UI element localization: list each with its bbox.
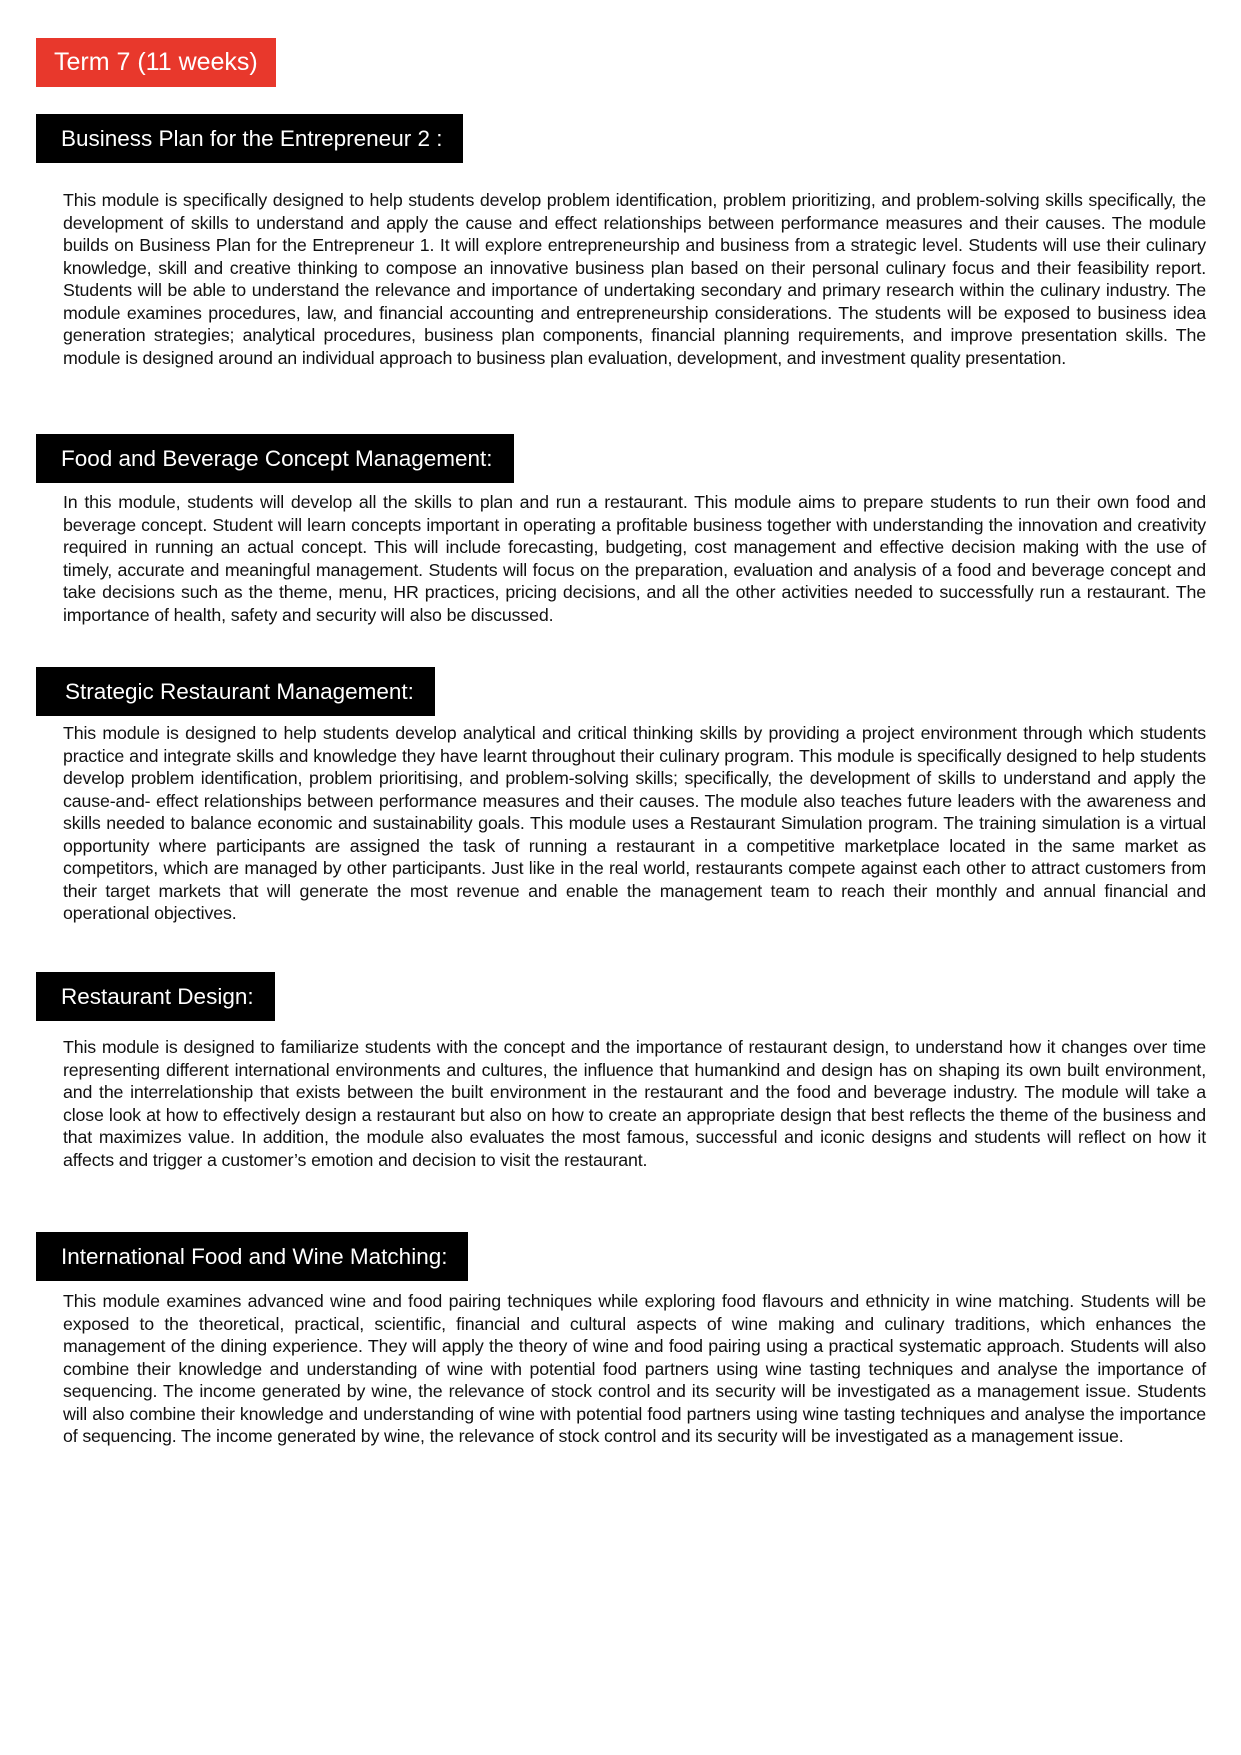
- module-strategic-restaurant: [36, 667, 1206, 925]
- module-description: This module examines advanced wine and food pairing techniques while exploring food flavours and ethnicity in wine matching. Students will be exposed to the theoretical, practical, scientific, financial and cultural aspects of wine making and culinary traditions, which enhances the management of the dining experience. They will apply the theory of wine and food pairing using a practical systematic approach. Students will also combine their knowledge and understanding of wine with potential food partners using wine tasting techniques and analyse the importance of sequencing. The income generated by wine, the relevance of stock control and its security will be investigated as a management issue. Students will also combine their knowledge and understanding of wine with potential food partners using wine tasting techniques and analyse the importance of sequencing. The income generated by wine, the relevance of stock control and its security will be investigated as a management issue.: [63, 1291, 1206, 1446]
- module-description: In this module, students will develop all the skills to plan and run a restaurant. This module aims to prepare students to run their own food and beverage concept. Student will learn concepts important in operating a profitable business together with understanding the innovation and creativity required in running an actual concept. This will include forecasting, budgeting, cost management and effective decision making with the use of timely, accurate and meaningful management. Students will focus on the preparation, evaluation and analysis of a food and beverage concept and take decisions such as the theme, menu, HR practices, pricing decisions, and all the other activities needed to successfully run a restaurant. The importance of health, safety and security will also be discussed.: [63, 492, 1206, 625]
- term-badge: Term 7 (11 weeks): [36, 38, 276, 87]
- module-business-plan: [36, 114, 1206, 369]
- module-title: Restaurant Design:: [36, 972, 275, 1021]
- module-restaurant-design: [36, 972, 1206, 1171]
- module-description: This module is designed to help students develop analytical and critical thinking skills by providing a project environment through which students practice and integrate skills and knowledge they have learnt throughout their culinary program. This module is specifically designed to help students develop problem identification, problem prioritising, and problem-solving skills; specifically, the development of skills to understand and apply the cause-and- effect relationships between performance measures and their causes. The module also teaches future leaders with the awareness and skills needed to balance economic and sustainability goals. This module uses a Restaurant Simulation program. The training simulation is a virtual opportunity where participants are assigned the task of running a restaurant in a competitive marketplace located in the same market as competitors, which are managed by other participants. Just like in the real world, restaurants compete against each other to attract customers from their target markets that will generate the most revenue and enable the management team to reach their monthly and annual financial and operational objectives.: [63, 723, 1206, 923]
- module-title: Strategic Restaurant Management:: [36, 667, 435, 716]
- module-description: This module is designed to familiarize students with the concept and the importance of restaurant design, to understand how it changes over time representing different international environments and cultures, the influence that humankind and design has on shaping its own built environment, and the interrelationship that exists between the built environment in the restaurant and the food and beverage industry. The module will take a close look at how to effectively design a restaurant but also on how to create an appropriate design that best reflects the theme of the business and that maximizes value. In addition, the module also evaluates the most famous, successful and iconic designs and students will reflect on how it affects and trigger a customer’s emotion and decision to visit the restaurant.: [63, 1037, 1206, 1170]
- module-title: International Food and Wine Matching:: [36, 1232, 468, 1281]
- module-title: Food and Beverage Concept Management:: [36, 434, 514, 483]
- module-food-wine-matching: [36, 1232, 1206, 1448]
- module-description: This module is specifically designed to help students develop problem identification, problem prioritizing, and problem-solving skills specifically, the development of skills to understand and apply the cause and effect relationships between performance measures and their causes. The module builds on Business Plan for the Entrepreneur 1. It will explore entrepreneurship and business from a strategic level. Students will use their culinary knowledge, skill and creative thinking to compose an innovative business plan based on their personal culinary focus and their feasibility report. Students will be able to understand the relevance and importance of undertaking secondary and primary research within the culinary industry. The module examines procedures, law, and financial accounting and entrepreneurship considerations. The students will be exposed to business idea generation strategies; analytical procedures, business plan components, financial planning requirements, and improve presentation skills. The module is designed around an individual approach to business plan evaluation, development, and investment quality presentation.: [63, 190, 1206, 368]
- module-food-beverage-concept: [36, 434, 1206, 626]
- module-title: Business Plan for the Entrepreneur 2 :: [36, 114, 463, 163]
